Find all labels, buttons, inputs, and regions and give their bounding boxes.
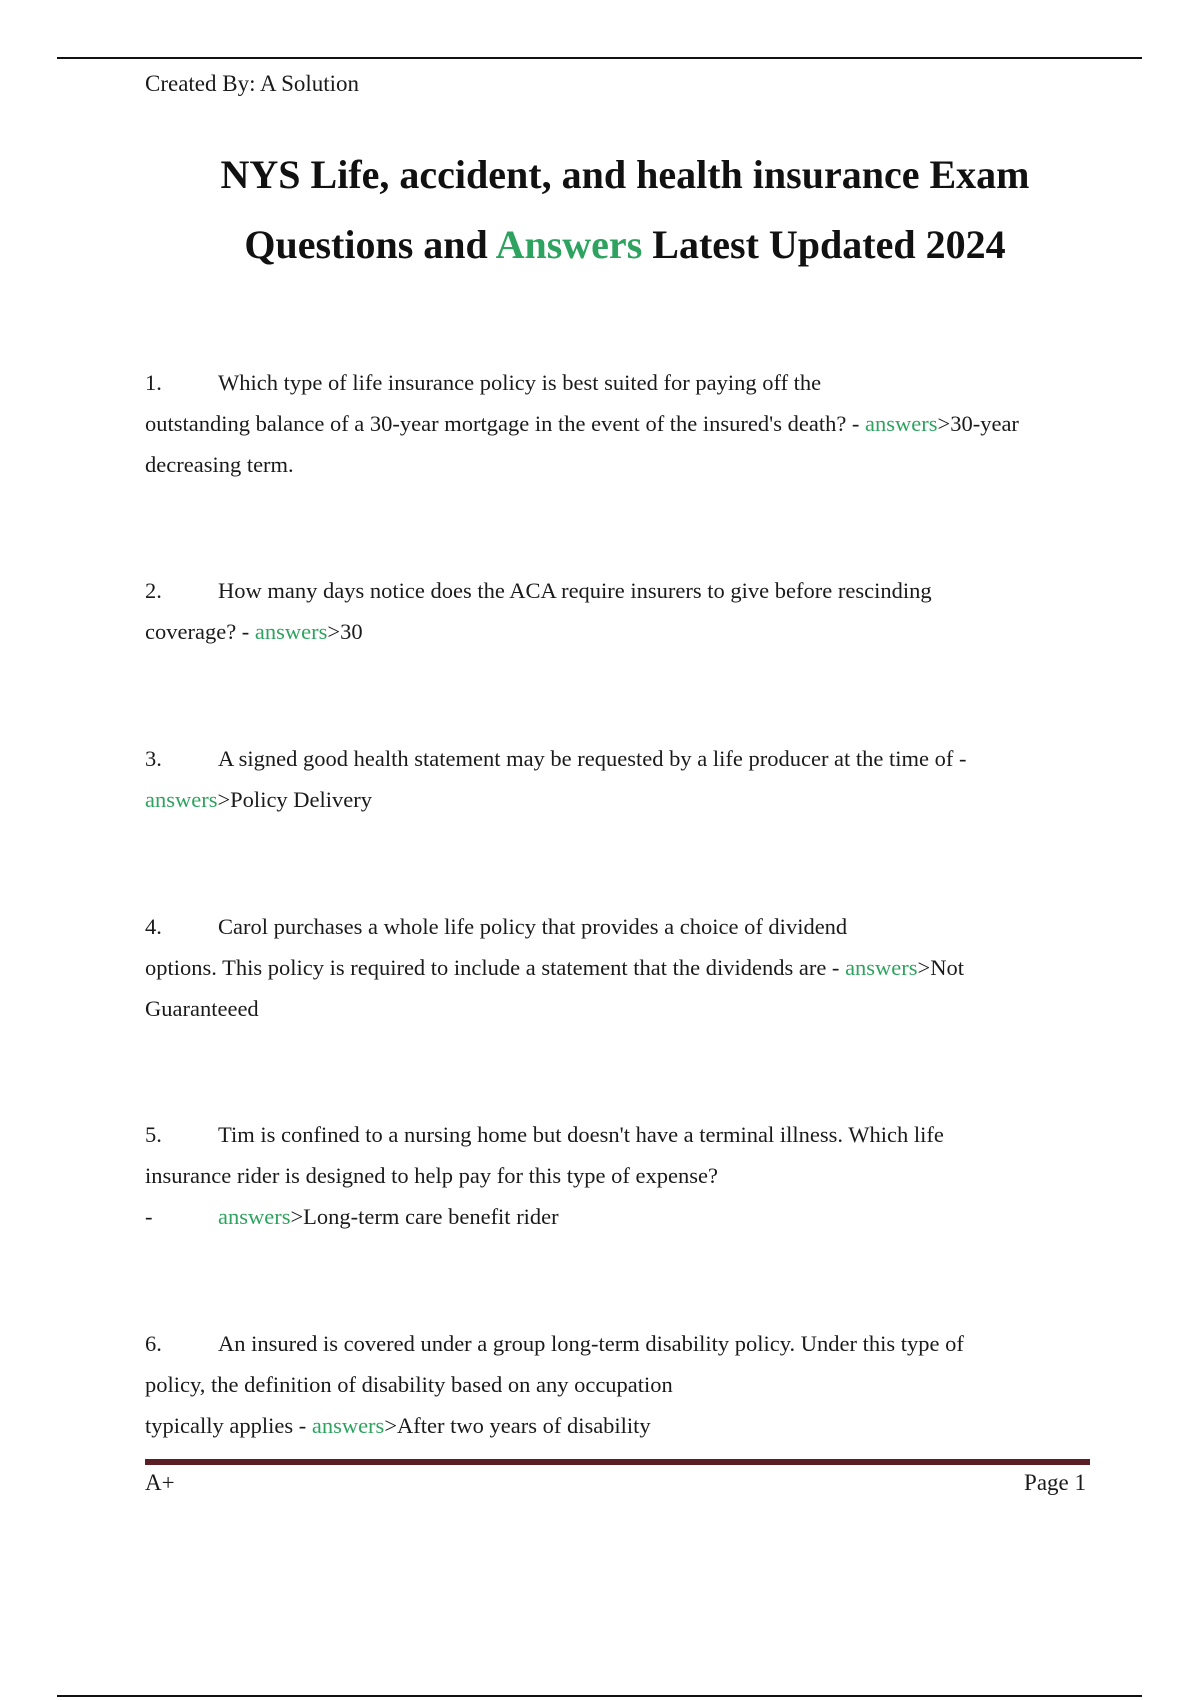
answer-text: >30 xyxy=(327,619,363,644)
question-2 xyxy=(145,570,1105,652)
question-1 xyxy=(145,362,1105,485)
question-number: 1. xyxy=(145,370,162,395)
question-text: How many days notice does the ACA require insurers to give before rescinding xyxy=(218,578,932,603)
question-number: 2. xyxy=(145,578,162,603)
answer-dash: - xyxy=(145,1204,153,1229)
question-number: 5. xyxy=(145,1122,162,1147)
answers-keyword: answers xyxy=(311,1413,385,1438)
question-text: An insured is covered under a group long-term disability policy. Under this type of xyxy=(218,1331,964,1356)
answers-keyword: answers xyxy=(218,1204,291,1229)
question-text: policy, the definition of disability based on any occupation xyxy=(145,1372,673,1397)
created-by: Created By: A Solution xyxy=(145,71,360,96)
answers-keyword: answers xyxy=(145,787,218,812)
answer-text: Guaranteeed xyxy=(145,996,259,1021)
footer-grade: A+ xyxy=(145,1470,175,1495)
answer-text: >Long-term care benefit rider xyxy=(290,1204,559,1229)
question-text: Carol purchases a whole life policy that provides a choice of dividend xyxy=(218,914,848,939)
question-text: coverage? - xyxy=(145,619,255,644)
answer-text: >30-year xyxy=(937,411,1019,436)
footer-rule xyxy=(145,1459,1090,1465)
answers-keyword: answers xyxy=(254,619,328,644)
answers-keyword: answers xyxy=(845,955,918,980)
question-3 xyxy=(145,738,1105,820)
answers-keyword: answers xyxy=(865,411,938,436)
top-rule xyxy=(57,57,1142,59)
question-text: Tim is confined to a nursing home but doesn't have a terminal illness. Which life xyxy=(218,1122,944,1147)
question-text: options. This policy is required to include a statement that the dividends are - xyxy=(145,955,846,980)
answer-text: >After two years of disability xyxy=(384,1413,651,1438)
answer-text: decreasing term. xyxy=(145,452,294,477)
question-5 xyxy=(145,1114,1105,1237)
title-line-2 xyxy=(100,210,1150,280)
question-number: 3. xyxy=(145,746,162,771)
question-4 xyxy=(145,906,1105,1029)
answer-text: >Policy Delivery xyxy=(217,787,373,812)
question-text: insurance rider is designed to help pay for this type of expense? xyxy=(145,1163,718,1188)
question-text: Which type of life insurance policy is best suited for paying off the xyxy=(218,370,822,395)
question-text: typically applies - xyxy=(145,1413,312,1438)
page-title xyxy=(100,140,1150,280)
question-number: 4. xyxy=(145,914,162,939)
question-text: outstanding balance of a 30-year mortgage in the event of the insured's death? - xyxy=(145,411,866,436)
question-number: 6. xyxy=(145,1331,162,1356)
question-6 xyxy=(145,1323,1105,1446)
title-answers-highlight: Answers xyxy=(495,222,643,267)
title-line-2-end: Latest Updated 2024 xyxy=(642,222,1006,267)
bottom-rule xyxy=(57,1695,1142,1697)
page-number: Page 1 xyxy=(1024,1470,1086,1495)
answer-text: >Not xyxy=(917,955,964,980)
title-line-2-start: Questions and xyxy=(244,222,496,267)
title-line-1: NYS Life, accident, and health insurance Exam xyxy=(220,152,1030,197)
question-text: A signed good health statement may be requested by a life producer at the time of - xyxy=(218,746,967,771)
